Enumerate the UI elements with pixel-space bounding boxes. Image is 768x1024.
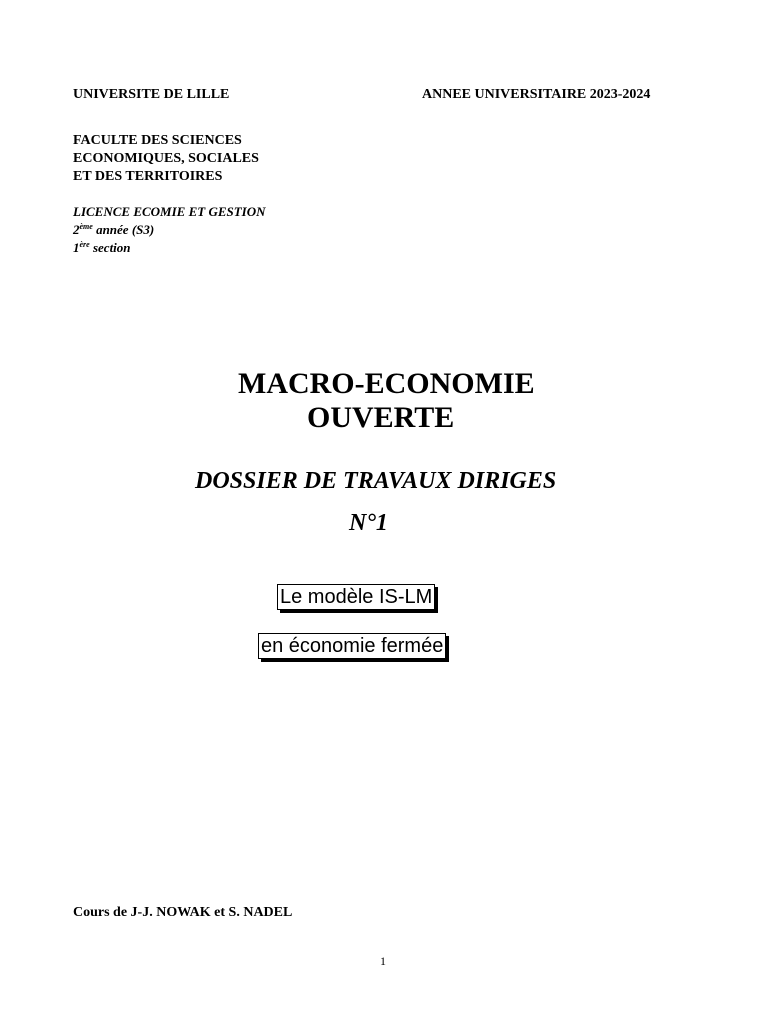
program-year-number: 2	[73, 222, 80, 237]
university-name: UNIVERSITE DE LILLE	[73, 87, 230, 102]
faculty-line-3: ET DES TERRITOIRES	[73, 169, 223, 184]
document-title-line-2: OUVERTE	[307, 401, 455, 434]
topic-box-line-2: en économie fermée	[258, 633, 446, 659]
program-section-number: 1	[73, 240, 80, 255]
document-subtitle: DOSSIER DE TRAVAUX DIRIGES	[195, 468, 557, 494]
faculty-block	[73, 132, 259, 186]
page-number: 1	[380, 954, 386, 968]
course-authors: Cours de J-J. NOWAK et S. NADEL	[73, 905, 293, 920]
program-block	[73, 203, 266, 257]
program-section-text: section	[89, 240, 131, 255]
program-year-superscript: ème	[79, 222, 93, 231]
program-section	[73, 239, 266, 257]
program-year	[73, 221, 266, 239]
program-degree: LICENCE ECOMIE ET GESTION	[73, 204, 266, 219]
faculty-line-2: ECONOMIQUES, SOCIALES	[73, 151, 259, 166]
document-title-line-1: MACRO-ECONOMIE	[238, 367, 535, 400]
program-year-text: année (S3)	[92, 222, 155, 237]
dossier-number: N°1	[349, 510, 388, 536]
program-section-superscript: ère	[79, 240, 90, 249]
academic-year: ANNEE UNIVERSITAIRE 2023-2024	[422, 87, 651, 102]
faculty-line-1: FACULTE DES SCIENCES	[73, 133, 242, 148]
topic-box-line-1: Le modèle IS-LM	[277, 584, 435, 610]
